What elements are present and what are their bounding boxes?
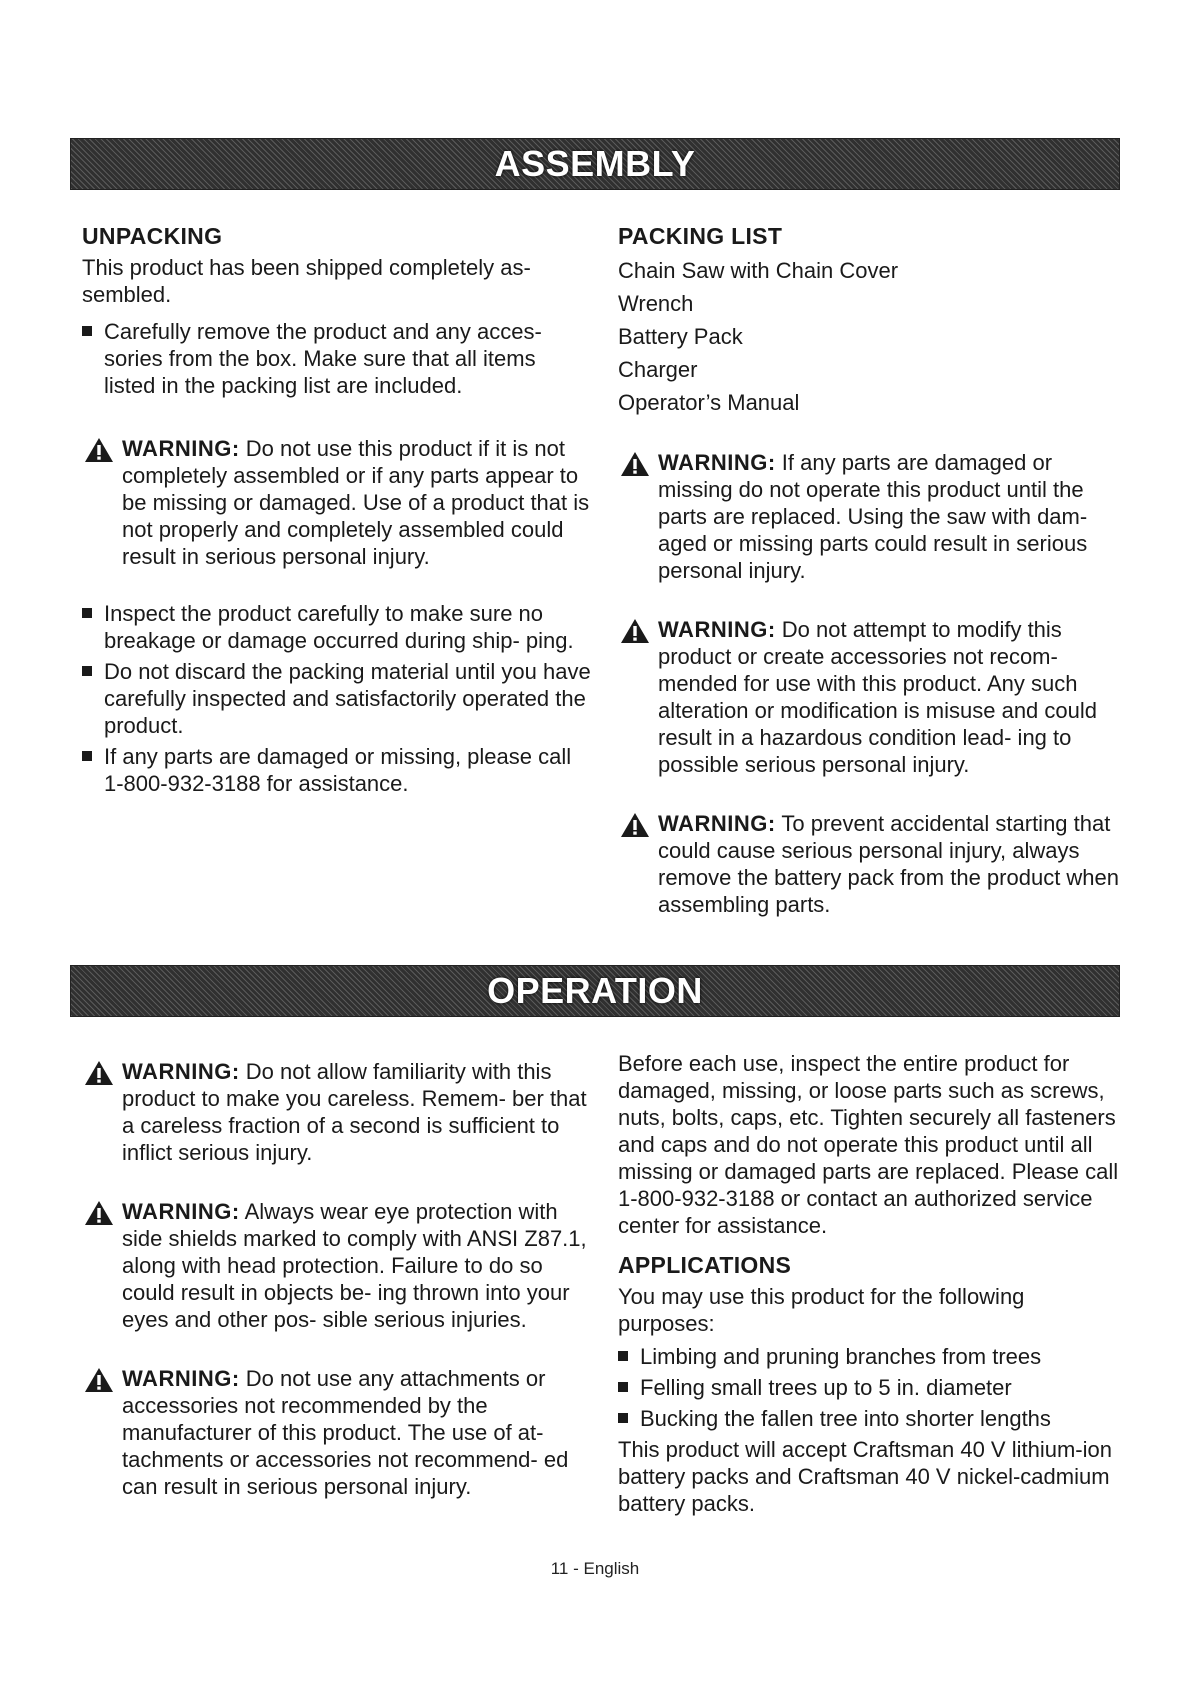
operation-banner [70,965,1120,1017]
packing-list-item: Chain Saw with Chain Cover [618,258,899,283]
unpacking-section [82,222,592,797]
warning-label: WARNING: [122,1199,240,1224]
applications-heading: APPLICATIONS [618,1252,792,1278]
bullet-text: If any parts are damaged or missing, please call 1-800-932-3188 for assistance. [104,744,572,796]
warning-label: WARNING: [658,811,776,836]
applications-intro: You may use this product for the following purposes: [618,1284,1025,1336]
warning-label: WARNING: [122,1366,240,1391]
warning-triangle-icon [84,1060,114,1086]
warning-text: Do not use this product if it is not completely assembled or if any parts appear to be missing or damaged. Use of a product that is not properly and completely assembled could result in serious personal injury. [122,436,590,569]
unpacking-bullet [82,658,592,739]
operation-warning [82,1365,592,1500]
warning-text: To prevent accidental starting that could cause serious personal injury, always remove the battery pack from the product when assembling parts. [658,811,1120,917]
unpacking-heading: UNPACKING [82,223,223,249]
warning-text: Do not allow familiarity with this product to make you careless. Remem- ber that a careless fraction of a second is sufficient to inflict serious injury. [122,1059,587,1165]
bullet-text: Inspect the product carefully to make sure no breakage or damage occurred during ship- ping. [104,601,574,653]
bullet-text: Felling small trees up to 5 in. diameter [640,1375,1012,1400]
warning-triangle-icon [84,437,114,463]
operation-warning [82,1058,592,1166]
operation-warnings [82,1058,592,1500]
packing-list-item: Wrench [618,291,694,316]
bullet-square-icon [82,751,92,761]
warning-text: Do not attempt to modify this product or create accessories not recom- mended for use with this product. Any such alteration or modification is misuse and could result in a hazardous condition lead- ing to possible serious personal injury. [658,617,1098,777]
packing-list-section [618,222,1123,918]
packing-list-item: Operator’s Manual [618,390,800,415]
packing-list-heading: PACKING LIST [618,223,783,249]
page-footer: 11 - English [550,1559,640,1578]
warning-label: WARNING: [658,450,776,475]
warning-label: WARNING: [122,1059,240,1084]
bullet-text: Bucking the fallen tree into shorter lengths [640,1406,1051,1431]
application-bullet [618,1405,1123,1432]
bullet-square-icon [618,1382,628,1392]
operation-info [618,1050,1123,1517]
warning-text: Do not use any attachments or accessories not recommended by the manufacturer of this product. The use of at- tachments or accessories not recommend- ed can result in serious personal injury. [122,1366,569,1499]
assembly-banner [70,138,1120,190]
battery-compatibility: This product will accept Craftsman 40 V lithium-ion battery packs and Craftsman 40 V nickel-cadmium battery packs. [618,1437,1112,1516]
unpacking-intro: This product has been shipped completely as- sembled. [82,255,531,307]
bullet-square-icon [618,1351,628,1361]
bullet-square-icon [82,326,92,336]
application-bullet [618,1374,1123,1401]
warning-triangle-icon [620,812,650,838]
bullet-square-icon [618,1413,628,1423]
warning-triangle-icon [620,618,650,644]
operation-warning [82,1198,592,1333]
unpacking-bullet [82,600,592,654]
bullet-square-icon [82,666,92,676]
unpacking-bullet [82,318,592,399]
warning-text: If any parts are damaged or missing do not operate this product until the parts are replaced. Using the saw with dam- aged or missing parts could result in serious personal injury. [658,450,1088,583]
warning-triangle-icon [620,451,650,477]
operation-title: OPERATION [487,970,703,1011]
unpacking-warning [82,435,592,570]
warning-label: WARNING: [658,617,776,642]
bullet-text: Do not discard the packing material until you have carefully inspected and satisfactorily operated the product. [104,659,591,738]
packing-warning [618,449,1123,584]
warning-triangle-icon [84,1367,114,1393]
unpacking-bullet [82,743,592,797]
packing-list-item: Charger [618,357,698,382]
assembly-title: ASSEMBLY [494,143,696,184]
warning-label: WARNING: [122,436,240,461]
packing-warning [618,810,1123,918]
packing-warning [618,616,1123,778]
bullet-text: Limbing and pruning branches from trees [640,1344,1042,1369]
packing-list [618,254,1123,419]
bullet-square-icon [82,608,92,618]
warning-text: Always wear eye protection with side shields marked to comply with ANSI Z87.1, along with head protection. Failure to do so could result in objects be- ing thrown into your eyes and other pos- sible serious injuries. [122,1199,587,1332]
packing-list-item: Battery Pack [618,324,743,349]
inspection-paragraph: Before each use, inspect the entire product for damaged, missing, or loose parts such as screws, nuts, bolts, caps, etc. Tighten securely all fasteners and caps and do not operate this product until all missing or damaged parts are replaced. Please call 1-800-932-3188 or contact an authorized service center for assistance. [618,1051,1119,1238]
bullet-text: Carefully remove the product and any acces- sories from the box. Make sure that all items listed in the packing list are included. [104,319,542,398]
warning-triangle-icon [84,1200,114,1226]
application-bullet [618,1343,1123,1370]
